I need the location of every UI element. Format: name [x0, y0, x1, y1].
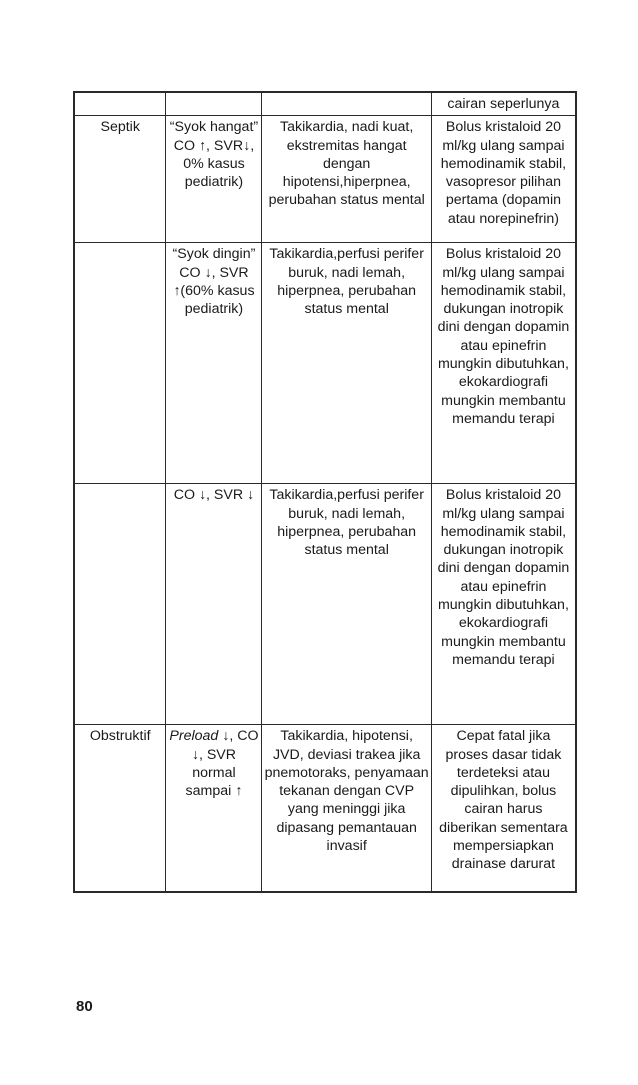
- table-cell: Obstruktif: [74, 725, 166, 893]
- table-cell: [74, 92, 166, 116]
- table-cell: Cepat fatal jika proses dasar tidak terdeteksi atau dipulihkan, bolus cairan harus diberikan sementara mempersiapkan drainase darurat: [431, 725, 576, 893]
- table-cell: “Syok hangat” CO ↑, SVR↓, 0% kasus pediatrik): [166, 116, 262, 243]
- table-cell: [166, 92, 262, 116]
- table-cell: Bolus kristaloid 20 ml/kg ulang sampai hemodinamik stabil, dukungan inotropik dini dengan dopamin atau epinefrin mungkin dibutuhkan, ekokardiografi mungkin membantu memandu terapi: [431, 243, 576, 484]
- table-cell: Takikardia,perfusi perifer buruk, nadi lemah, hiperpnea, perubahan status mental: [262, 484, 431, 725]
- table-cell: Septik: [74, 116, 166, 243]
- table-cell: CO ↓, SVR ↓: [166, 484, 262, 725]
- table-row: [74, 725, 576, 893]
- table-cell: Bolus kristaloid 20 ml/kg ulang sampai hemodinamik stabil, vasopresor pilihan pertama (dopamin atau norepinefrin): [431, 116, 576, 243]
- table-cell: “Syok dingin” CO ↓, SVR ↑(60% kasus pediatrik): [166, 243, 262, 484]
- shock-table: [73, 91, 577, 893]
- table-row: [74, 243, 576, 484]
- table-cell: Takikardia, nadi kuat, ekstremitas hangat dengan hipotensi,hiperpnea, perubahan status mental: [262, 116, 431, 243]
- italic-term: Preload: [169, 728, 219, 745]
- table-row: [74, 116, 576, 243]
- table-cell: Bolus kristaloid 20 ml/kg ulang sampai hemodinamik stabil, dukungan inotropik dini dengan dopamin atau epinefrin mungkin dibutuhkan, ekokardiografi mungkin membantu memandu terapi: [431, 484, 576, 725]
- table-cell: [166, 725, 262, 893]
- page-number: 80: [76, 998, 93, 1015]
- table-row: [74, 92, 576, 116]
- cell-text: ↓, CO ↓, SVR normal sampai ↑: [185, 728, 259, 800]
- table-row: [74, 484, 576, 725]
- table-cell: cairan seperlunya: [431, 92, 576, 116]
- table-cell: [74, 484, 166, 725]
- table-cell: Takikardia, hipotensi, JVD, deviasi trakea jika pnemotoraks, penyamaan tekanan dengan CVP yang meninggi jika dipasang pemantauan invasif: [262, 725, 431, 893]
- table-cell: [262, 92, 431, 116]
- table-cell: Takikardia,perfusi perifer buruk, nadi lemah, hiperpnea, perubahan status mental: [262, 243, 431, 484]
- table-cell: [74, 243, 166, 484]
